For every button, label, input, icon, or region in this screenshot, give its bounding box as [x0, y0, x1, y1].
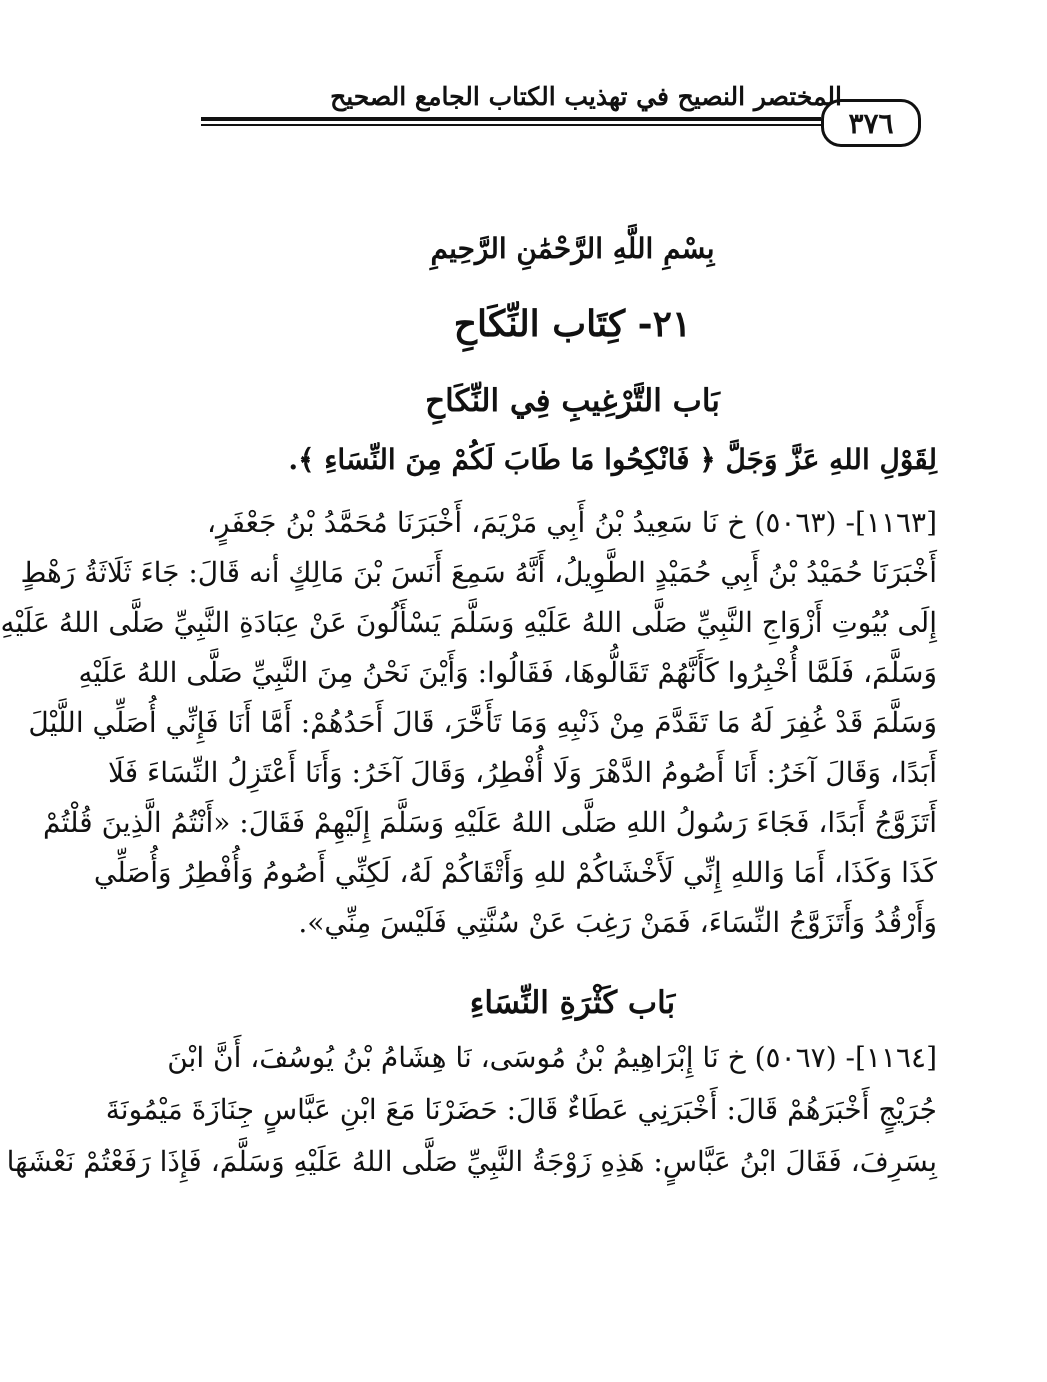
chapter-title: ٢١- كِتَاب النِّكَاحِ: [453, 303, 692, 345]
hadith-line: كَذَا وَكَذَا، أَمَا وَاللهِ إِنِّي لَأَخْشَاكُمْ للهِ وَأَتْقَاكُمْ لَهُ، لَكِنِّي أَصُومُ وَأُفْطِرُ وَأُصَلِّي: [93, 856, 937, 889]
header-rule-thick: [201, 117, 821, 121]
running-title: المختصر النصيح في تهذيب الكتاب الجامع الصحيح: [330, 82, 842, 111]
hadith-line: وَسَلَّمَ، فَلَمَّا أُخْبِرُوا كَأَنَّهُمْ تَقَالُّوهَا، فَقَالُوا: وَأَيْنَ نَحْنُ مِنَ النَّبِيِّ صَلَّى اللهُ عَلَيْهِ: [78, 656, 937, 689]
hadith-line: أَتَزَوَّجُ أَبَدًا، فَجَاءَ رَسُولُ اللهِ صَلَّى اللهُ عَلَيْهِ وَسَلَّمَ إِلَيْهِمْ فَقَالَ: «أَنْتُمُ الَّذِينَ قُلْتُمْ: [42, 806, 937, 839]
hadith-line: وَسَلَّمَ قَدْ غُفِرَ لَهُ مَا تَقَدَّمَ مِنْ ذَنْبِهِ وَمَا تَأَخَّرَ، قَالَ أَحَدُهُمْ: أَمَّا أَنَا فَإِنِّي أُصَلِّي اللَّيْلَ: [28, 706, 937, 739]
quran-verse-line: لِقَوْلِ اللهِ عَزَّ وَجَلَّ ﴿ فَانْكِحُوا مَا طَابَ لَكُمْ مِنَ النِّسَاءِ ﴾.: [288, 443, 937, 476]
basmala: بِسْمِ اللَّهِ الرَّحْمَٰنِ الرَّحِيمِ: [430, 232, 715, 265]
hadith-line: إِلَى بُيُوتِ أَزْوَاجِ النَّبِيِّ صَلَّى اللهُ عَلَيْهِ وَسَلَّمَ يَسْأَلُونَ عَنْ عِبَادَةِ النَّبِيِّ صَلَّى اللهُ عَلَيْهِ: [0, 606, 937, 639]
hadith-line: وَأَرْقُدُ وَأَتَزَوَّجُ النِّسَاءَ، فَمَنْ رَغِبَ عَنْ سُنَّتِي فَلَيْسَ مِنِّي».: [298, 906, 937, 939]
hadith-line: [١١٦٣]- (٥٠٦٣) خ نَا سَعِيدُ بْنُ أَبِي مَرْيَمَ، أَخْبَرَنَا مُحَمَّدُ بْنُ جَعْفَرٍ،: [207, 506, 937, 539]
hadith-line: [١١٦٤]- (٥٠٦٧) خ نَا إِبْرَاهِيمُ بْنُ مُوسَى، نَا هِشَامُ بْنُ يُوسُفَ، أَنَّ ابْنَ: [167, 1041, 937, 1074]
header-rule-thin: [201, 124, 821, 126]
hadith-line: أَخْبَرَنَا حُمَيْدُ بْنُ أَبِي حُمَيْدٍ الطَّوِيلُ، أَنَّهُ سَمِعَ أَنَسَ بْنَ مَالِكٍ أنه قَالَ: جَاءَ ثَلَاثَةُ رَهْطٍ: [20, 556, 937, 589]
hadith-line: بِسَرِفَ، فَقَالَ ابْنُ عَبَّاسٍ: هَذِهِ زَوْجَةُ النَّبِيِّ صَلَّى اللهُ عَلَيْهِ وَسَلَّمَ، فَإِذَا رَفَعْتُمْ نَعْشَهَا: [6, 1145, 937, 1178]
page-number: ٣٧٦: [821, 99, 921, 147]
section-title-marriage-encouragement: بَاب التَّرْغِيبِ فِي النِّكَاحِ: [425, 383, 720, 419]
hadith-line: أَبَدًا، وَقَالَ آخَرُ: أَنَا أَصُومُ الدَّهْرَ وَلَا أُفْطِرُ، وَقَالَ آخَرُ: وَأَنَا أَعْتَزِلُ النِّسَاءَ فَلَا: [108, 756, 937, 789]
hadith-line: جُرَيْجٍ أَخْبَرَهُمْ قَالَ: أَخْبَرَنِي عَطَاءٌ قَالَ: حَضَرْنَا مَعَ ابْنِ عَبَّاسٍ جِنَازَةَ مَيْمُونَةَ: [105, 1093, 937, 1126]
section-title-many-wives: بَاب كَثْرَةِ النِّسَاءِ: [469, 985, 676, 1021]
